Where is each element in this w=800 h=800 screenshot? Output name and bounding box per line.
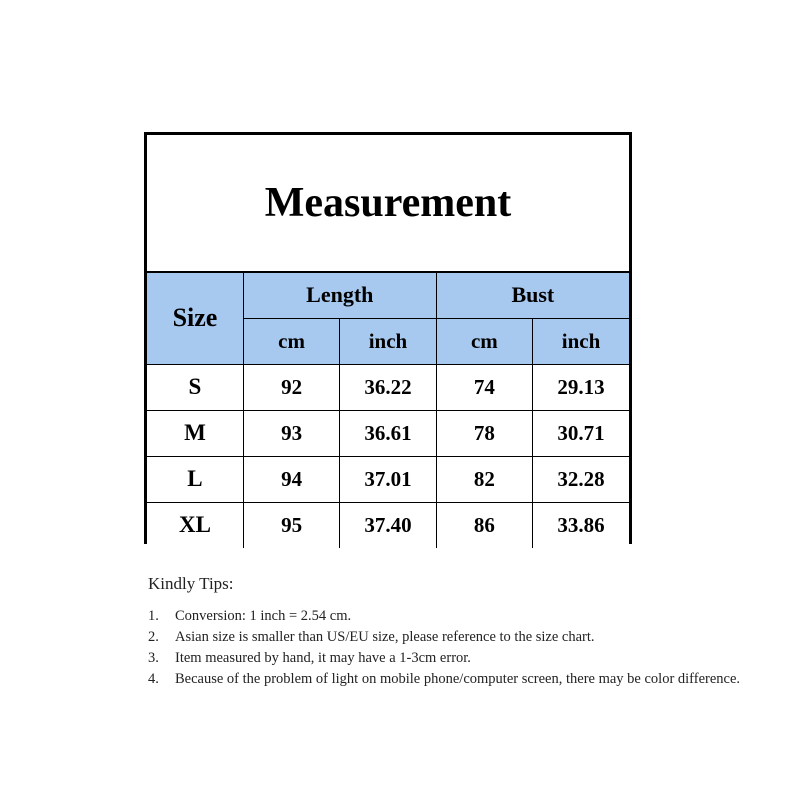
tip-number: 1. [148, 608, 159, 624]
bust-inch-cell: 33.86 [533, 502, 629, 548]
table-row [147, 502, 629, 548]
bust-cm-header: cm [436, 318, 532, 364]
table-row [147, 364, 629, 410]
length-cm-cell: 92 [243, 364, 339, 410]
bust-inch-cell: 30.71 [533, 410, 629, 456]
length-inch-cell: 37.01 [340, 456, 436, 502]
kindly-tips [148, 574, 788, 690]
bust-cm-cell: 86 [436, 502, 532, 548]
size-cell: L [147, 456, 243, 502]
tip-number: 3. [148, 650, 159, 666]
size-column-header: Size [147, 272, 243, 364]
length-cm-cell: 95 [243, 502, 339, 548]
bust-cm-cell: 82 [436, 456, 532, 502]
length-cm-header: cm [243, 318, 339, 364]
tips-title: Kindly Tips: [148, 574, 234, 593]
bust-inch-header: inch [533, 318, 629, 364]
table-row [147, 410, 629, 456]
length-inch-cell: 36.22 [340, 364, 436, 410]
size-cell: M [147, 410, 243, 456]
table-title: Measurement [147, 135, 629, 272]
length-inch-header: inch [340, 318, 436, 364]
tip-text: Conversion: 1 inch = 2.54 cm. [175, 608, 352, 624]
tip-text: Because of the problem of light on mobile phone/computer screen, there may be color difference. [175, 671, 741, 687]
size-chart [144, 132, 632, 544]
measurement-table [147, 135, 629, 548]
size-cell: S [147, 364, 243, 410]
list-item [148, 606, 788, 627]
tip-number: 2. [148, 629, 159, 645]
length-inch-cell: 37.40 [340, 502, 436, 548]
tips-list [148, 606, 788, 690]
list-item [148, 648, 788, 669]
table-row [147, 456, 629, 502]
bust-group-header: Bust [436, 272, 629, 318]
length-group-header: Length [243, 272, 436, 318]
tip-number: 4. [148, 671, 159, 687]
bust-inch-cell: 32.28 [533, 456, 629, 502]
length-cm-cell: 93 [243, 410, 339, 456]
bust-cm-cell: 78 [436, 410, 532, 456]
tip-text: Asian size is smaller than US/EU size, please reference to the size chart. [175, 629, 595, 645]
size-cell: XL [147, 502, 243, 548]
length-inch-cell: 36.61 [340, 410, 436, 456]
bust-inch-cell: 29.13 [533, 364, 629, 410]
list-item [148, 669, 788, 690]
length-cm-cell: 94 [243, 456, 339, 502]
tip-text: Item measured by hand, it may have a 1-3cm error. [175, 650, 471, 666]
bust-cm-cell: 74 [436, 364, 532, 410]
list-item [148, 627, 788, 648]
